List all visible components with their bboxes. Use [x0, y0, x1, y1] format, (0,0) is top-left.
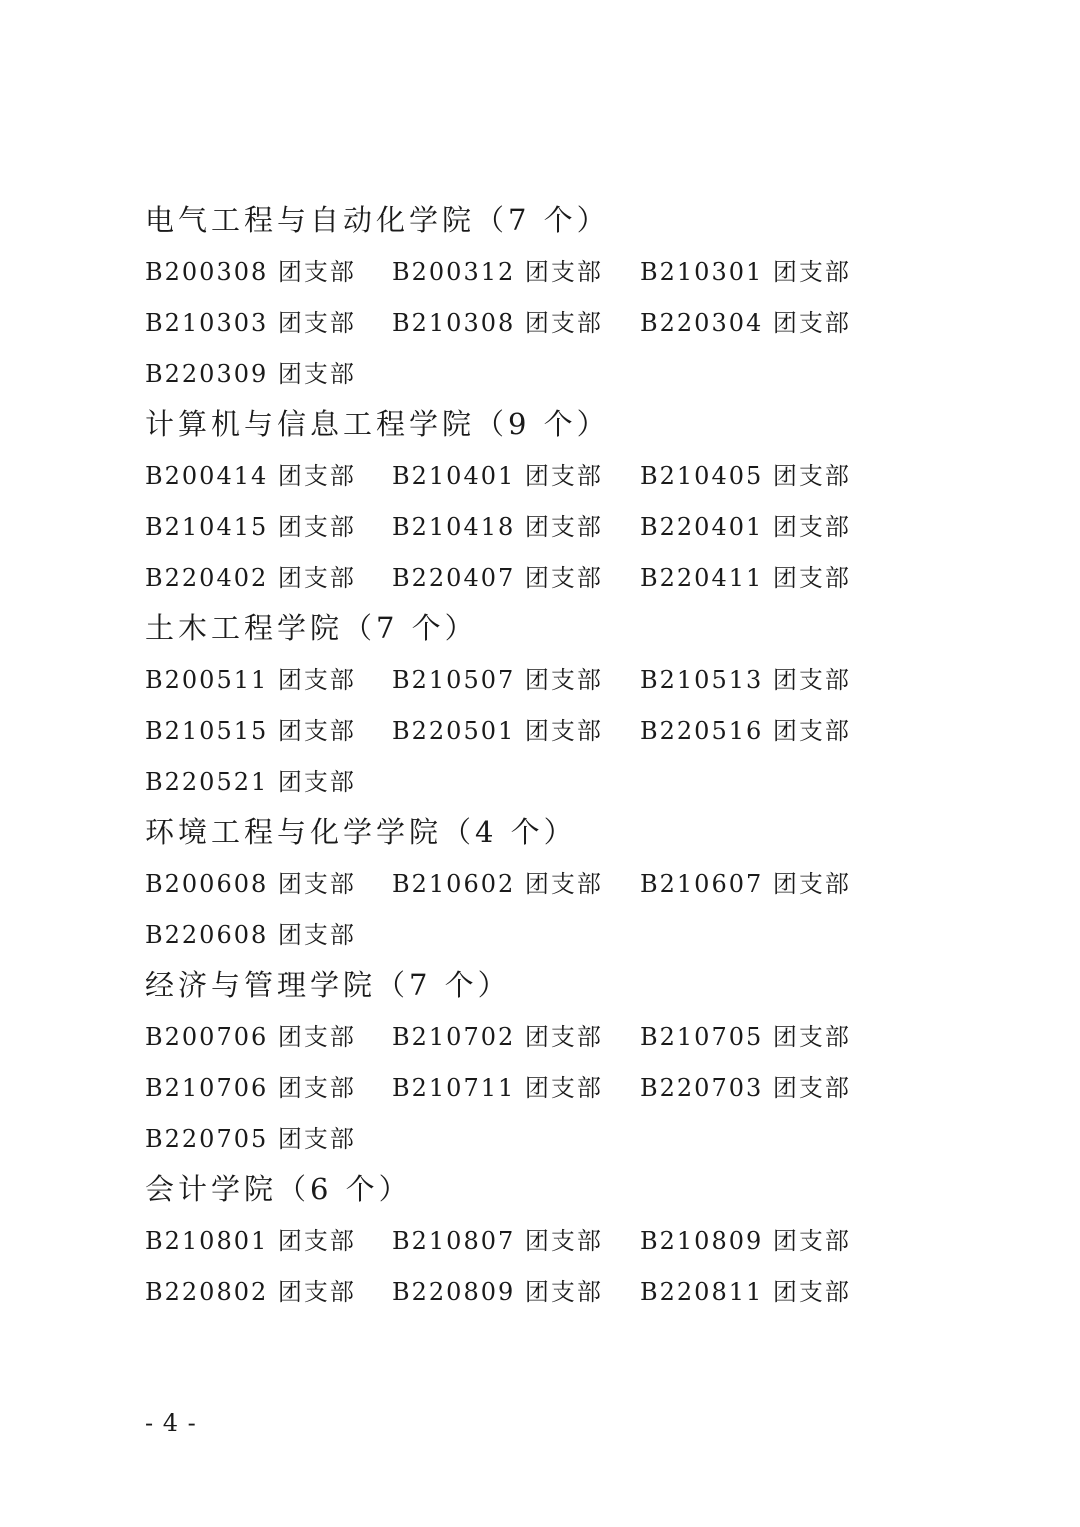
- branch-name: B220401 团支部: [640, 513, 851, 541]
- page-number: - 4 -: [145, 1409, 197, 1437]
- branch-name: B210702 团支部: [392, 1023, 603, 1051]
- branch-name: B220501 团支部: [392, 717, 603, 745]
- branch-name: B210807 团支部: [392, 1227, 603, 1255]
- branch-name: B210301 团支部: [640, 258, 851, 286]
- branch-row: [145, 655, 945, 706]
- branch-row: [145, 451, 945, 502]
- college-section: [145, 196, 945, 400]
- branch-name: B200414 团支部: [145, 462, 356, 490]
- college-section: [145, 961, 945, 1165]
- branch-row: [145, 757, 945, 808]
- branch-row: [145, 349, 945, 400]
- branch-name: B200706 团支部: [145, 1023, 356, 1051]
- branch-row: [145, 1216, 945, 1267]
- branch-name: B200511 团支部: [145, 666, 356, 694]
- branch-row: [145, 910, 945, 961]
- branch-name: B210401 团支部: [392, 462, 603, 490]
- branch-name: B220411 团支部: [640, 564, 851, 592]
- branch-name: B210706 团支部: [145, 1074, 356, 1102]
- college-section: [145, 808, 945, 961]
- branch-name: B210515 团支部: [145, 717, 356, 745]
- branch-name: B220407 团支部: [392, 564, 603, 592]
- branch-row: [145, 1114, 945, 1165]
- branch-name: B200308 团支部: [145, 258, 356, 286]
- branch-name: B210418 团支部: [392, 513, 603, 541]
- branch-row: [145, 298, 945, 349]
- branch-name: B220802 团支部: [145, 1278, 356, 1306]
- branch-name: B210809 团支部: [640, 1227, 851, 1255]
- branch-name: B220309 团支部: [145, 360, 356, 388]
- branch-name: B210513 团支部: [640, 666, 851, 694]
- branch-name: B220703 团支部: [640, 1074, 851, 1102]
- branch-name: B210415 团支部: [145, 513, 356, 541]
- document-body: [145, 196, 945, 1318]
- college-heading: 计算机与信息工程学院（9 个）: [145, 407, 610, 441]
- branch-name: B200608 团支部: [145, 870, 356, 898]
- branch-row: [145, 1267, 945, 1318]
- branch-name: B220811 团支部: [640, 1278, 851, 1306]
- college-section: [145, 604, 945, 808]
- branch-row: [145, 706, 945, 757]
- branch-name: B210711 团支部: [392, 1074, 603, 1102]
- college-heading: 环境工程与化学学院（4 个）: [145, 815, 577, 849]
- branch-name: B210607 团支部: [640, 870, 851, 898]
- college-heading: 经济与管理学院（7 个）: [145, 968, 511, 1002]
- college-section: [145, 1165, 945, 1318]
- branch-name: B220304 团支部: [640, 309, 851, 337]
- branch-row: [145, 859, 945, 910]
- branch-row: [145, 502, 945, 553]
- college-heading: 会计学院（6 个）: [145, 1172, 412, 1206]
- branch-name: B220521 团支部: [145, 768, 356, 796]
- branch-name: B210308 团支部: [392, 309, 603, 337]
- college-heading: 电气工程与自动化学院（7 个）: [145, 203, 610, 237]
- branch-name: B210303 团支部: [145, 309, 356, 337]
- branch-name: B200312 团支部: [392, 258, 603, 286]
- branch-row: [145, 247, 945, 298]
- branch-name: B210602 团支部: [392, 870, 603, 898]
- branch-name: B210705 团支部: [640, 1023, 851, 1051]
- branch-row: [145, 1063, 945, 1114]
- branch-name: B220705 团支部: [145, 1125, 356, 1153]
- college-heading: 土木工程学院（7 个）: [145, 611, 478, 645]
- branch-name: B220608 团支部: [145, 921, 356, 949]
- branch-name: B210405 团支部: [640, 462, 851, 490]
- branch-row: [145, 1012, 945, 1063]
- branch-name: B210801 团支部: [145, 1227, 356, 1255]
- branch-row: [145, 553, 945, 604]
- branch-name: B220402 团支部: [145, 564, 356, 592]
- branch-name: B220809 团支部: [392, 1278, 603, 1306]
- college-section: [145, 400, 945, 604]
- branch-name: B210507 团支部: [392, 666, 603, 694]
- branch-name: B220516 团支部: [640, 717, 851, 745]
